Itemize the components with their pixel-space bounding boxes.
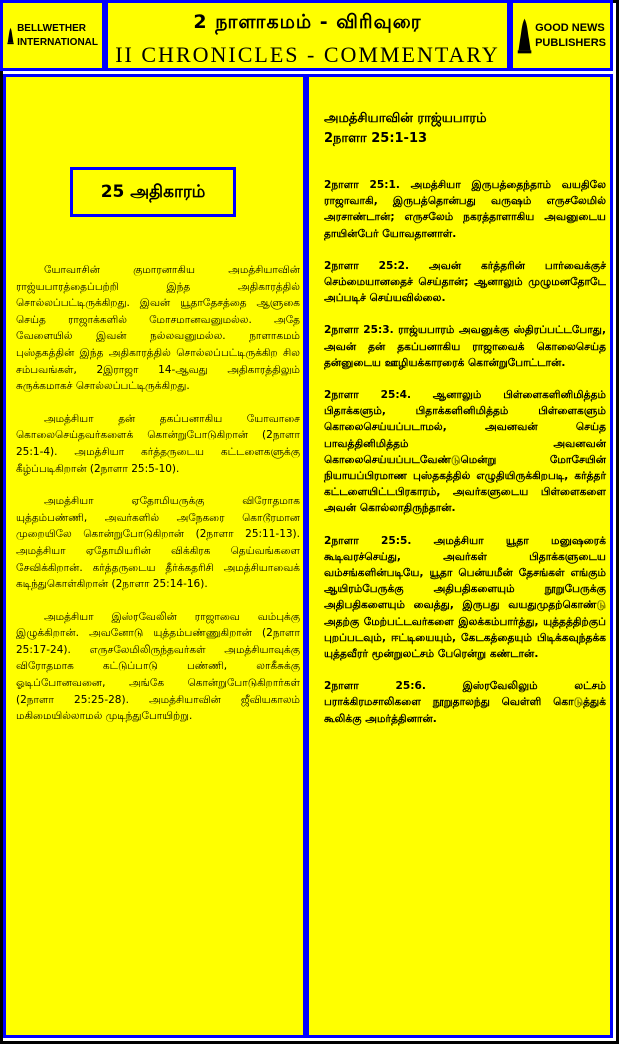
verse-paragraph: 2நாளா 25:6. இஸ்ரவேலிலும் லட்சம் பராக்கிரமசாலிகளை நூறுதாலந்து வெள்ளி கொடுத்துக் கூலிக்கு அமர்த்தினான். (324, 680, 606, 725)
title-tamil: 2 நாளாகமம் - விரிவுரை (193, 11, 422, 33)
figure-logo-icon (517, 11, 532, 61)
logo-right-line1: GOOD NEWS (535, 21, 605, 34)
verse-text (324, 177, 606, 743)
verse-paragraph: 2நாளா 25:2. அவன் கர்த்தரின் பார்வைக்குச் செம்மையானதைச் செய்தான்; ஆனாலும் முழுமனதோடே அப்படிச் செய்யவில்லை. (324, 259, 606, 305)
publisher-logo-left (0, 0, 105, 71)
intro-paragraph: அமத்சியா இஸ்ரவேலின் ராஜாவை வம்புக்கு இழுக்கிறான். அவனோடு யுத்தம்பண்ணுகிறான் (2நாளா 25:17-24). எருசலேமிலிருந்தவர்கள் அமத்சியாவுக்கு விரோதமாக கட்டுப்பாடு பண்ணி, லாகீசுக்கு ஓடிப்போனவனை, அங்கே கொன்றுபோடுகிறார்கள் (2நாளா 25:25-28). அமத்சியாவின் ஜீவியகாலம் மகிமையில்லாமல் முடிந்துபோயிற்று. (16, 610, 300, 723)
verse-paragraph: 2நாளா 25:3. ராஜ்யபாரம் அவனுக்கு ஸ்திரப்பட்டபோது, அவன் தன் தகப்பனாகிய ராஜாவைக் கொலைசெய்த தன்னுடைய ஊழியக்காரரைக் கொன்றுபோட்டான். (324, 324, 606, 369)
left-column (3, 74, 306, 1038)
section-heading (324, 109, 487, 149)
section-heading-reference: 2நாளா 25:1-13 (324, 131, 428, 146)
section-heading-title: அமத்சியாவின் ராஜ்யபாரம் (324, 111, 487, 126)
publisher-logo-right (510, 0, 613, 71)
intro-paragraph: அமத்சியா ஏதோமியருக்கு விரோதமாக யுத்தம்பண்ணி, அவர்களில் அநேகரை கொடூரமான முறையிலே கொன்றுபோடுகிறான் (2நாளா 25:11-13). அமத்சியா ஏதோமியரின் விக்கிரக தெய்வங்களை சேவிக்கிறான். கர்த்தருடைய தீர்க்கதரிசி அமத்சியாவைக் கடிந்துகொள்கிறான் (2நாளா 25:14-16). (16, 495, 300, 591)
logo-left-line1: BELLWETHER (17, 22, 86, 34)
logo-right-line2: PUBLISHERS (535, 36, 606, 49)
header-title-box (105, 0, 510, 71)
intro-paragraph: யோவாசின் குமாரனாகிய அமத்சியாவின் ராஜ்யபாரத்தைப்பற்றி இந்த அதிகாரத்தில் சொல்லப்பட்டிருக்கிறது. இவன் யூதாதேசத்தை ஆளுகை செய்த ராஜாக்களில் மோசமானவனுமல்ல. அதே வேளையில் இவன் நல்லவனுமல்ல. நாளாகமம் புஸ்தகத்தின் இந்த அதிகாரத்தில் சொல்லப்பட்டிருக்கிற சில சம்பவங்கள், 2இராஜா 14-ஆவது அதிகாரத்திலும் சுருக்கமாகச் சொல்லப்பட்டிருக்கிறது. (16, 264, 300, 393)
chapter-label: 25 அதிகாரம் (70, 167, 236, 217)
verse-paragraph: 2நாளா 25:1. அமத்சியா இருபத்தைந்தாம் வயதிலே ராஜாவாகி, இருபத்தொன்பது வருஷம் எருசலேமில் அரசாண்டான்; எருசலேம் நகரத்தாளாகிய அவனுடைய தாயின்பேர் யோவதானாள். (324, 179, 606, 240)
title-english: II CHRONICLES - COMMENTARY (115, 42, 500, 67)
bell-logo-icon (7, 11, 14, 61)
verse-paragraph: 2நாளா 25:4. ஆனாலும் பிள்ளைகளினிமித்தம் பிதாக்களும், பிதாக்களினிமித்தம் பிள்ளைகளும் கொலைசெய்யப்படாமல், அவனவன் செய்த பாவத்தினிமித்தம் அவனவன் கொலைசெய்யப்படவேண்டுமென்று மோசேயின் நியாயப்பிரமாண புஸ்தகத்தில் எழுதியிருக்கிறபடி, கர்த்தர் கட்டளையிட்டபிரகாரம், அவர்களுடைய பிள்ளைகளை அவன் கொல்லாதிருந்தான். (324, 389, 606, 515)
verse-paragraph: 2நாளா 25:5. அமத்சியா யூதா மனுஷரைக் கூடிவரச்செய்து, அவர்கள் பிதாக்களுடைய வம்சங்களின்படியே, யூதா பென்யமீன் தேசங்கள் எங்கும் ஆயிரம்பேருக்கு அதிபதிகளையும் நூறுபேருக்கு அதிபதிகளையும் வைத்து, இருபது வயதுமுதற்கொண்டு அதற்கு மேற்பட்டவர்களை இலக்கம்பார்த்து, யுத்தத்திற்குப் புறப்படவும், ஈட்டியையும், கேடகத்தையும் பிடிக்கவுந்தக்க யுத்தவீரர் மூன்றுலட்சம் பேரென்று கண்டான். (324, 534, 606, 661)
intro-text (16, 262, 300, 741)
intro-paragraph: அமத்சியா தன் தகப்பனாகிய யோவாசை கொலைசெய்தவர்களைக் கொன்றுபோடுகிறான் (2நாளா 25:1-4). அமத்சியா கர்த்தருடைய கட்டளைகளுக்கு கீழ்ப்படிகிறான் (2நாளா 25:5-10). (16, 412, 300, 475)
logo-left-line2: INTERNATIONAL (17, 36, 98, 48)
right-column (306, 74, 613, 1038)
